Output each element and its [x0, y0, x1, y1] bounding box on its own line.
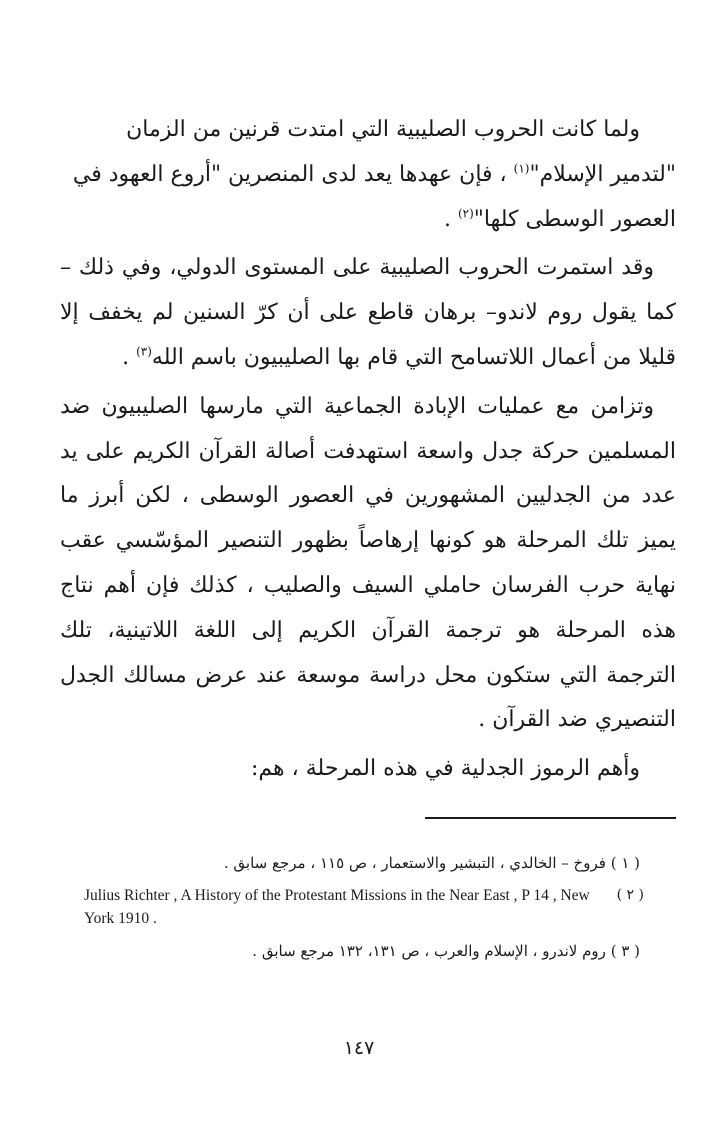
footnote-3-number: ( ٣ ) [610, 942, 640, 960]
paragraph-3: وتزامن مع عمليات الإبادة الجماعية التي مارسها الصليبيون ضد المسلمين حركة جدل واسعة استهدفت أصالة القرآن الكريم على يد عدد من الجدليين المشهورين في العصور الوسطى ، لكن أبرز ما يميز تلك المرحلة هو كونها إرهاصاً بظهور التنصير المؤسّسي عقب نهاية حرب الفرسان حاملي السيف والصليب ، كذلك فإن أهم نتاج هذه المرحلة هو ترجمة القرآن الكريم إلى اللغة اللاتينية، تلك الترجمة التي ستكون محل دراسة موسعة عند عرض مسالك الجدل التنصيري ضد القرآن . [60, 393, 676, 733]
footnote-2 [84, 884, 644, 930]
paragraph-2 [60, 246, 676, 380]
paragraph-4: وأهم الرموز الجدلية في هذه المرحلة ، هم: [251, 756, 640, 782]
paragraph-1 [60, 108, 676, 242]
footnote-ref-1: (١) [513, 161, 530, 176]
paragraph-1-text-b: ، فإن عهدها يعد لدى المنصرين "أروع العهود في العصور الوسطى كلها" [72, 161, 676, 232]
footnote-1-number: ( ١ ) [610, 854, 640, 872]
main-text [60, 108, 676, 796]
footnote-ref-2: (٢) [457, 206, 474, 221]
paragraph-2-text: وقد استمرت الحروب الصليبية على المستوى الدولي، وفي ذلك –كما يقول روم لاندو– برهان قاطع على أن كرّ السنين لم يخفف إلا قليلا من أعمال اللاتسامح التي قام بها الصليبيون باسم الله [60, 255, 676, 370]
footnote-1 [84, 852, 644, 874]
footnote-separator [425, 817, 676, 819]
paragraph-1-end: . [443, 206, 451, 232]
footnote-3 [84, 940, 644, 962]
footnotes [84, 852, 644, 972]
page-number: ١٤٧ [343, 1037, 375, 1059]
footnote-1-text: فروخ – الخالدي ، التبشير والاستعمار ، ص ١١٥ ، مرجع سابق . [223, 854, 606, 872]
paragraph-1-text-a: ولما كانت الحروب الصليبية التي امتدت قرنين من الزمان "لتدمير الإسلام" [126, 117, 676, 187]
footnote-2-text: Julius Richter , A History of the Protestant Missions in the Near East , P 14 , New York 1910 . [84, 887, 590, 927]
footnote-2-number: ( ٢ ) [616, 887, 644, 903]
paragraph-2-end: . [122, 344, 130, 370]
footnote-3-text: روم لاندرو ، الإسلام والعرب ، ص ١٣١، ١٣٢ مرجع سابق . [252, 942, 606, 960]
footnote-ref-3: (٣) [136, 344, 152, 359]
